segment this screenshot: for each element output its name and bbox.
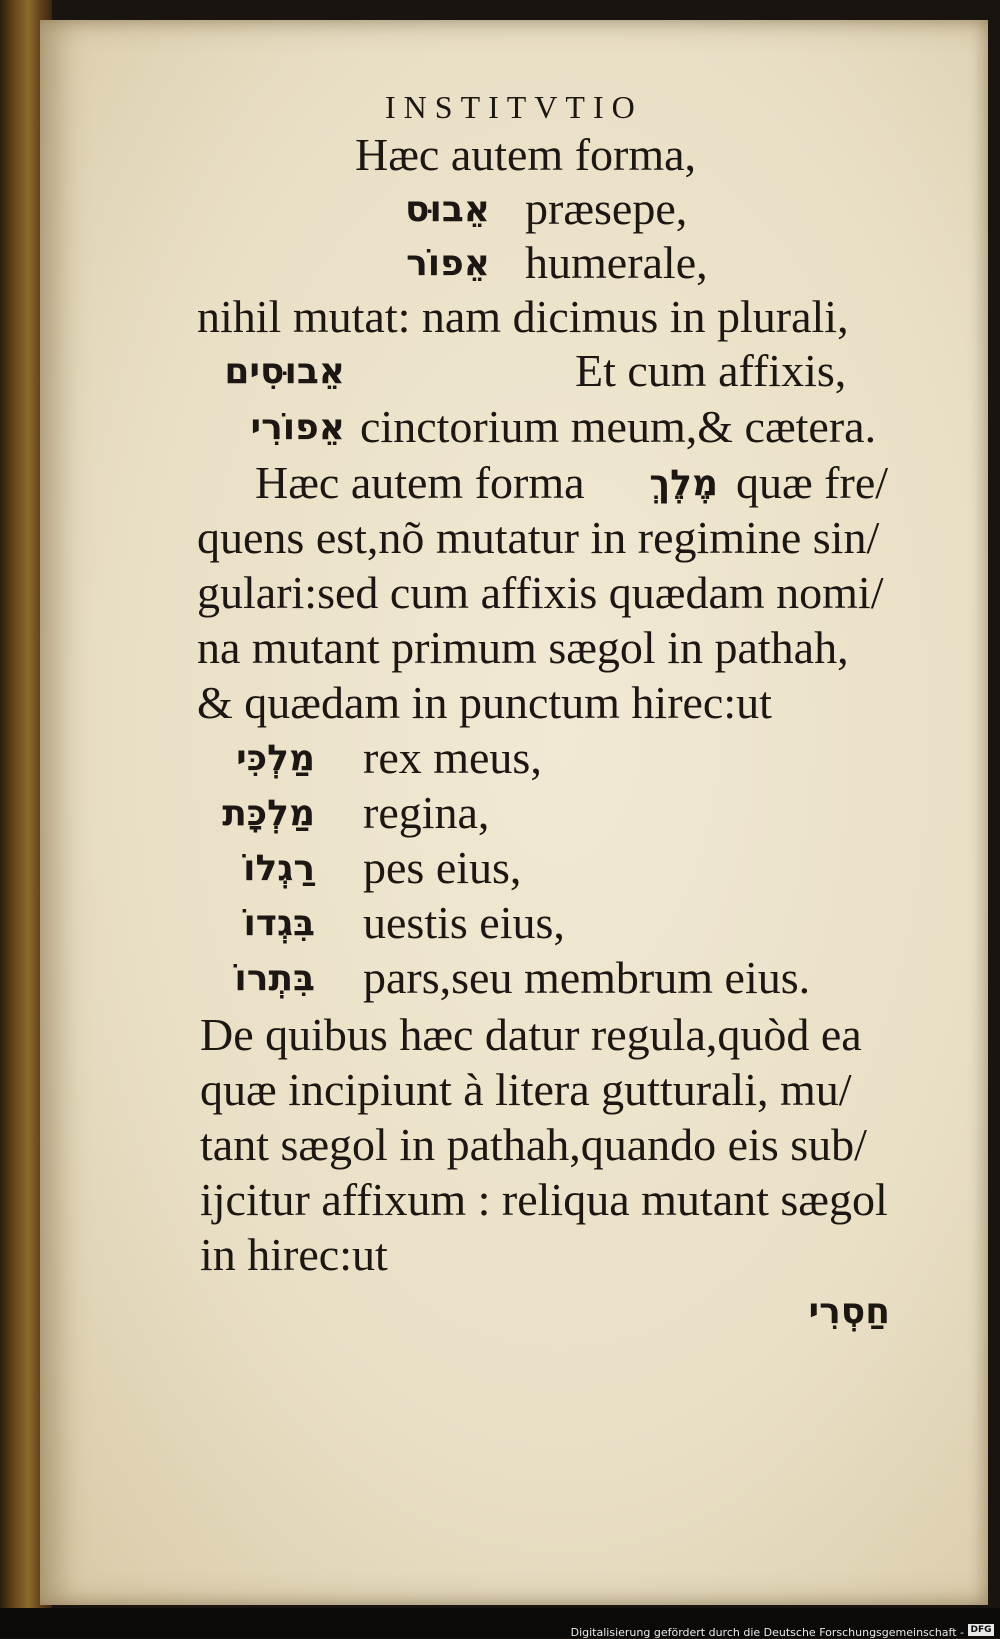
text-line-2: præsepe,: [525, 183, 688, 234]
text-line-4: nihil mutat: nam dicimus in plurali,: [197, 291, 849, 342]
book-page: [40, 20, 988, 1605]
hebrew-word-line-15: בִּגְדוֹ: [243, 903, 315, 944]
hebrew-word-line-3: אֵפוֹר: [406, 243, 490, 284]
text-line-18: quæ incipiunt à litera gutturali, mu/: [200, 1064, 852, 1115]
hebrew-word-line-7: מֶלֶךְ: [649, 463, 718, 504]
hebrew-word-line-12: מַלְכִּי: [236, 738, 315, 779]
text-line-9: gulari:sed cum affixis quædam nomi/: [197, 567, 884, 618]
text-line-12: rex meus,: [363, 732, 542, 783]
funding-notice: Digitalisierung gefördert durch die Deutsche Forschungsgemeinschaft -: [570, 1626, 964, 1639]
text-line-1: Hæc autem forma,: [355, 129, 697, 180]
dfg-logo: DFG: [968, 1624, 994, 1636]
text-line-14: pes eius,: [363, 842, 522, 893]
text-line-5: Et cum affixis,: [575, 345, 847, 396]
catchword: חַסְרִי: [808, 1291, 890, 1332]
hebrew-word-line-6: אֵפוֹרִי: [250, 407, 345, 448]
text-line-16: pars,seu membrum eius.: [363, 952, 811, 1003]
text-line-11: & quædam in punctum hirec:ut: [197, 677, 772, 728]
hebrew-word-line-16: בִּתְרוֹ: [234, 958, 315, 999]
text-line-7a: Hæc autem forma: [255, 457, 585, 508]
text-line-15: uestis eius,: [363, 897, 565, 948]
hebrew-word-line-5: אֵבוּסִים: [224, 351, 345, 392]
text-line-17: De quibus hæc datur regula,quòd ea: [200, 1009, 862, 1060]
text-line-8: quens est,nõ mutatur in regimine sin/: [197, 512, 880, 563]
running-head: INSTITVTIO: [385, 89, 643, 125]
text-line-6: cinctorium meum,& cætera.: [360, 401, 877, 452]
text-line-7b: quæ fre/: [736, 457, 889, 508]
hebrew-word-line-14: רַגְלוֹ: [243, 848, 315, 889]
text-line-19: tant sægol in pathah,quando eis sub/: [200, 1119, 867, 1170]
text-line-21: in hirec:ut: [200, 1229, 388, 1280]
text-line-10: na mutant primum sægol in pathah,: [197, 622, 849, 673]
text-line-13: regina,: [363, 787, 490, 838]
text-line-20: ijcitur affixum : reliqua mutant sægol: [200, 1174, 888, 1225]
hebrew-word-line-13: מַלְכָּת: [222, 793, 315, 834]
hebrew-word-line-2: אֵבוּס: [405, 189, 490, 230]
text-line-3: humerale,: [525, 237, 708, 288]
